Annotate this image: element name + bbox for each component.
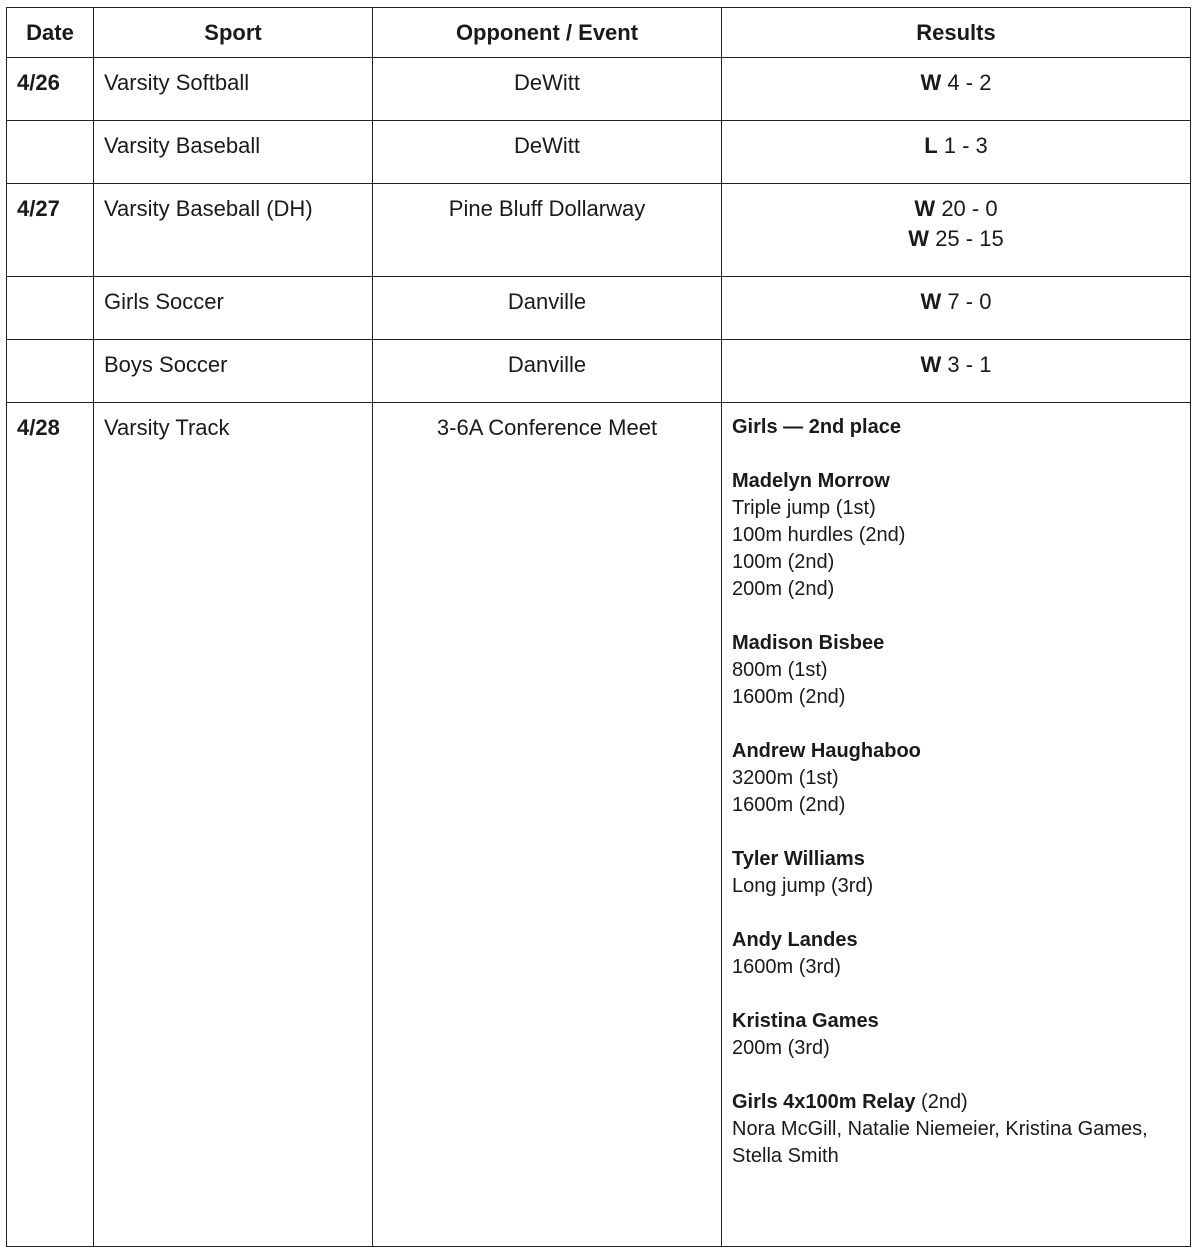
opponent-cell: Danville	[373, 340, 722, 403]
date-cell	[7, 277, 94, 340]
athlete-entry	[732, 1008, 1180, 1062]
result-cell	[722, 184, 1191, 277]
athlete-events	[732, 1035, 1180, 1062]
date-cell	[7, 121, 94, 184]
athlete-event: 200m (2nd)	[732, 578, 835, 600]
result-outcome: W	[908, 226, 930, 251]
result-line	[722, 226, 1190, 252]
athlete-event: 1600m (3rd)	[732, 956, 841, 978]
athlete-entry	[732, 630, 1180, 711]
result-score: 20 - 0	[941, 196, 998, 221]
athlete-event: 100m (2nd)	[732, 551, 835, 573]
result-line	[722, 289, 1190, 315]
athlete-event: 100m hurdles (2nd)	[732, 524, 906, 546]
sport-cell: Varsity Baseball	[94, 121, 373, 184]
result-outcome: W	[920, 289, 942, 314]
opponent-cell: Pine Bluff Dollarway	[373, 184, 722, 277]
result-outcome: W	[914, 196, 936, 221]
sport-cell: Girls Soccer	[94, 277, 373, 340]
date-cell: 4/28	[7, 403, 94, 1247]
header-results: Results	[722, 8, 1191, 58]
table-row	[7, 58, 1191, 121]
result-cell	[722, 340, 1191, 403]
result-score: 25 - 15	[935, 226, 1004, 251]
athlete-name: Madelyn Morrow	[732, 470, 890, 492]
athlete-entry	[732, 468, 1180, 603]
athlete-entry	[732, 846, 1180, 900]
athlete-entry	[732, 927, 1180, 981]
sport-cell: Varsity Track	[94, 403, 373, 1247]
header-sport: Sport	[94, 8, 373, 58]
athlete-name: Kristina Games	[732, 1010, 879, 1032]
result-line	[722, 352, 1190, 378]
date-cell	[7, 340, 94, 403]
result-cell	[722, 58, 1191, 121]
sport-cell: Boys Soccer	[94, 340, 373, 403]
athlete-name: Andy Landes	[732, 929, 858, 951]
result-score: 1 - 3	[943, 133, 988, 158]
athlete-events	[732, 765, 1180, 819]
athlete-event: 3200m (1st)	[732, 767, 839, 789]
opponent-cell: 3-6A Conference Meet	[373, 403, 722, 1247]
athlete-event: Triple jump (1st)	[732, 497, 876, 519]
athlete-name: Andrew Haughaboo	[732, 740, 921, 762]
result-score: 3 - 1	[947, 352, 992, 377]
athlete-name: Tyler Williams	[732, 848, 865, 870]
table-body	[7, 58, 1191, 1247]
header-date: Date	[7, 8, 94, 58]
result-line	[722, 133, 1190, 159]
table-row	[7, 340, 1191, 403]
sport-cell: Varsity Softball	[94, 58, 373, 121]
opponent-cell: Danville	[373, 277, 722, 340]
athlete-event: 1600m (2nd)	[732, 794, 846, 816]
table-row	[7, 184, 1191, 277]
sport-cell: Varsity Baseball (DH)	[94, 184, 373, 277]
table-row	[7, 277, 1191, 340]
athlete-entry	[732, 738, 1180, 819]
result-score: 7 - 0	[947, 289, 992, 314]
athlete-event: 1600m (2nd)	[732, 686, 846, 708]
athlete-name: Madison Bisbee	[732, 632, 885, 654]
athlete-events	[732, 495, 1180, 603]
track-row	[7, 403, 1191, 1247]
athlete-event: Long jump (3rd)	[732, 875, 874, 897]
athlete-events	[732, 873, 1180, 900]
table-row	[7, 121, 1191, 184]
track-headline: Girls — 2nd place	[732, 416, 901, 438]
athlete-events	[732, 657, 1180, 711]
date-cell: 4/27	[7, 184, 94, 277]
result-outcome: L	[924, 133, 938, 158]
result-score: 4 - 2	[947, 70, 992, 95]
athlete-event: 800m (1st)	[732, 659, 828, 681]
result-line	[722, 196, 1190, 222]
header-row	[7, 8, 1191, 58]
relay-name: Girls 4x100m Relay	[732, 1091, 916, 1113]
relay-placement: (2nd)	[921, 1091, 968, 1113]
result-cell	[722, 277, 1191, 340]
results-table	[6, 7, 1191, 1247]
opponent-cell: DeWitt	[373, 121, 722, 184]
athlete-event: 200m (3rd)	[732, 1037, 830, 1059]
header-opponent: Opponent / Event	[373, 8, 722, 58]
result-cell	[722, 121, 1191, 184]
result-outcome: W	[920, 352, 942, 377]
result-line	[722, 70, 1190, 96]
relay-entry	[732, 1089, 1180, 1170]
track-results-cell	[722, 403, 1191, 1247]
athlete-list	[732, 468, 1180, 1062]
date-cell: 4/26	[7, 58, 94, 121]
relay-members: Nora McGill, Natalie Niemeier, Kristina Games, Stella Smith	[732, 1118, 1148, 1167]
athlete-events	[732, 954, 1180, 981]
result-outcome: W	[920, 70, 942, 95]
opponent-cell: DeWitt	[373, 58, 722, 121]
